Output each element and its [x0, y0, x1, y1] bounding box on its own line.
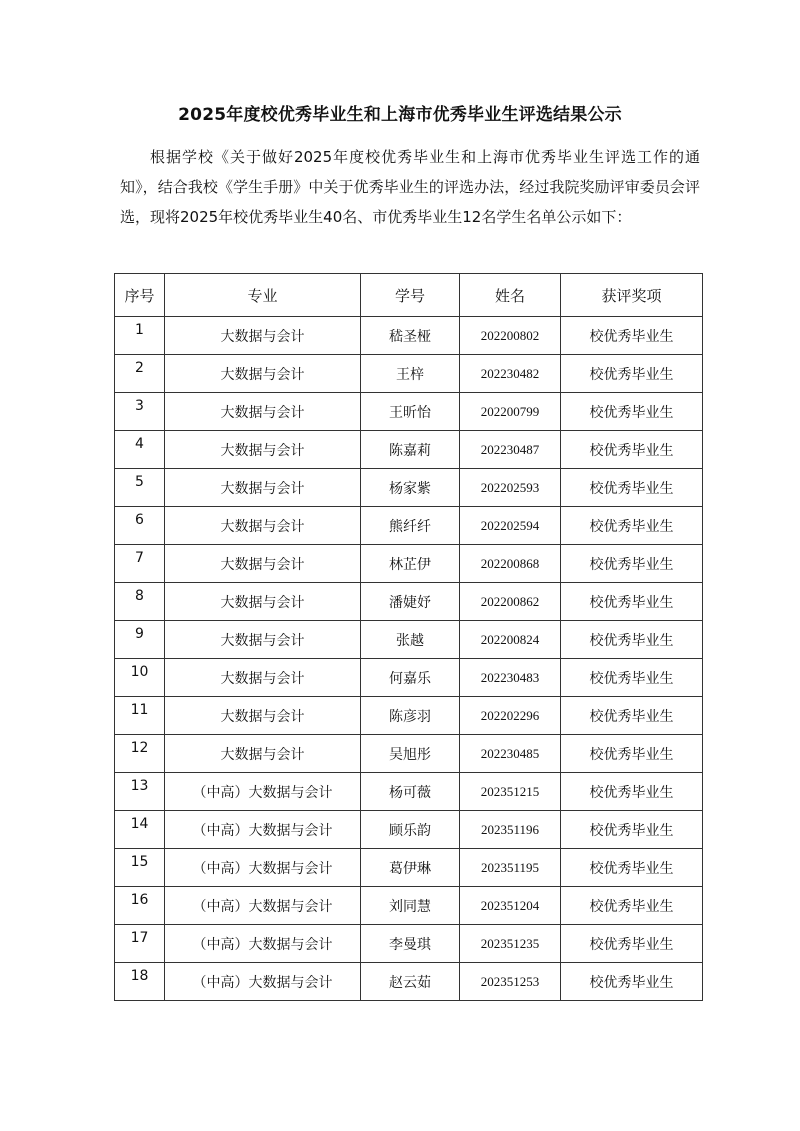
cell-major: （中高）大数据与会计 — [165, 925, 361, 963]
cell-name: 李曼琪 — [361, 925, 460, 963]
table-row — [115, 735, 703, 773]
table-row — [115, 811, 703, 849]
cell-seq: 14 — [115, 811, 165, 849]
header-seq: 序号 — [115, 274, 165, 317]
cell-seq: 5 — [115, 469, 165, 507]
cell-major: 大数据与会计 — [165, 431, 361, 469]
cell-seq: 2 — [115, 355, 165, 393]
cell-name: 潘婕妤 — [361, 583, 460, 621]
table-row — [115, 773, 703, 811]
cell-award: 校优秀毕业生 — [561, 507, 703, 545]
table-row — [115, 887, 703, 925]
table-row — [115, 507, 703, 545]
cell-name: 王昕怡 — [361, 393, 460, 431]
cell-award: 校优秀毕业生 — [561, 925, 703, 963]
table-row — [115, 355, 703, 393]
cell-student-id: 202200862 — [460, 583, 561, 621]
table-header-row — [115, 274, 703, 317]
cell-seq: 13 — [115, 773, 165, 811]
cell-student-id: 202351253 — [460, 963, 561, 1001]
cell-name: 林芷伊 — [361, 545, 460, 583]
cell-award: 校优秀毕业生 — [561, 887, 703, 925]
table-row — [115, 469, 703, 507]
page-title: 2025年度校优秀毕业生和上海市优秀毕业生评选结果公示 — [178, 105, 622, 125]
cell-seq: 10 — [115, 659, 165, 697]
table-row — [115, 545, 703, 583]
cell-student-id: 202351235 — [460, 925, 561, 963]
cell-name: 杨家紫 — [361, 469, 460, 507]
cell-award: 校优秀毕业生 — [561, 469, 703, 507]
cell-award: 校优秀毕业生 — [561, 697, 703, 735]
cell-major: 大数据与会计 — [165, 507, 361, 545]
cell-student-id: 202202593 — [460, 469, 561, 507]
cell-major: （中高）大数据与会计 — [165, 849, 361, 887]
table-row — [115, 697, 703, 735]
cell-major: 大数据与会计 — [165, 545, 361, 583]
cell-name: 杨可薇 — [361, 773, 460, 811]
table-row — [115, 583, 703, 621]
table-body — [115, 317, 703, 1001]
cell-major: 大数据与会计 — [165, 735, 361, 773]
cell-seq: 8 — [115, 583, 165, 621]
cell-major: （中高）大数据与会计 — [165, 811, 361, 849]
cell-major: （中高）大数据与会计 — [165, 773, 361, 811]
cell-award: 校优秀毕业生 — [561, 583, 703, 621]
header-award: 获评奖项 — [561, 274, 703, 317]
cell-major: 大数据与会计 — [165, 621, 361, 659]
cell-seq: 15 — [115, 849, 165, 887]
cell-award: 校优秀毕业生 — [561, 621, 703, 659]
cell-student-id: 202351204 — [460, 887, 561, 925]
cell-name: 刘同慧 — [361, 887, 460, 925]
cell-award: 校优秀毕业生 — [561, 735, 703, 773]
cell-seq: 6 — [115, 507, 165, 545]
cell-major: 大数据与会计 — [165, 317, 361, 355]
cell-award: 校优秀毕业生 — [561, 773, 703, 811]
cell-seq: 1 — [115, 317, 165, 355]
cell-seq: 18 — [115, 963, 165, 1001]
cell-seq: 12 — [115, 735, 165, 773]
table-row — [115, 963, 703, 1001]
cell-seq: 3 — [115, 393, 165, 431]
cell-award: 校优秀毕业生 — [561, 545, 703, 583]
cell-name: 张越 — [361, 621, 460, 659]
cell-seq: 9 — [115, 621, 165, 659]
cell-seq: 17 — [115, 925, 165, 963]
cell-award: 校优秀毕业生 — [561, 355, 703, 393]
table-row — [115, 925, 703, 963]
cell-student-id: 202200824 — [460, 621, 561, 659]
cell-name: 赵云茹 — [361, 963, 460, 1001]
table-row — [115, 393, 703, 431]
cell-award: 校优秀毕业生 — [561, 963, 703, 1001]
cell-name: 吴旭彤 — [361, 735, 460, 773]
cell-student-id: 202351195 — [460, 849, 561, 887]
table-row — [115, 659, 703, 697]
cell-name: 熊纤纤 — [361, 507, 460, 545]
cell-seq: 7 — [115, 545, 165, 583]
cell-name: 陈彦羽 — [361, 697, 460, 735]
graduates-table — [114, 273, 703, 1001]
cell-student-id: 202230485 — [460, 735, 561, 773]
cell-name: 何嘉乐 — [361, 659, 460, 697]
cell-student-id: 202230487 — [460, 431, 561, 469]
cell-award: 校优秀毕业生 — [561, 659, 703, 697]
header-student-id: 学号 — [361, 274, 460, 317]
cell-award: 校优秀毕业生 — [561, 317, 703, 355]
cell-name: 嵇圣桠 — [361, 317, 460, 355]
cell-seq: 4 — [115, 431, 165, 469]
cell-student-id: 202230483 — [460, 659, 561, 697]
cell-major: 大数据与会计 — [165, 393, 361, 431]
cell-seq: 16 — [115, 887, 165, 925]
cell-student-id: 202230482 — [460, 355, 561, 393]
cell-student-id: 202200799 — [460, 393, 561, 431]
cell-award: 校优秀毕业生 — [561, 811, 703, 849]
cell-name: 葛伊琳 — [361, 849, 460, 887]
table-row — [115, 317, 703, 355]
table-row — [115, 431, 703, 469]
cell-major: （中高）大数据与会计 — [165, 963, 361, 1001]
cell-student-id: 202202296 — [460, 697, 561, 735]
cell-seq: 11 — [115, 697, 165, 735]
cell-major: （中高）大数据与会计 — [165, 887, 361, 925]
cell-major: 大数据与会计 — [165, 355, 361, 393]
cell-student-id: 202200868 — [460, 545, 561, 583]
cell-student-id: 202200802 — [460, 317, 561, 355]
cell-student-id: 202351215 — [460, 773, 561, 811]
cell-student-id: 202202594 — [460, 507, 561, 545]
cell-award: 校优秀毕业生 — [561, 393, 703, 431]
cell-name: 陈嘉莉 — [361, 431, 460, 469]
table-row — [115, 849, 703, 887]
cell-name: 顾乐韵 — [361, 811, 460, 849]
header-name: 姓名 — [460, 274, 561, 317]
cell-major: 大数据与会计 — [165, 659, 361, 697]
intro-paragraph: 根据学校《关于做好2025年度校优秀毕业生和上海市优秀毕业生评选工作的通知》，结合我校《学生手册》中关于优秀毕业生的评选办法，经过我院奖励评审委员会评选，现将2025年校优秀毕业生40名、市优秀毕业生12名学生名单公示如下： — [120, 148, 700, 226]
cell-name: 王梓 — [361, 355, 460, 393]
cell-major: 大数据与会计 — [165, 583, 361, 621]
table-row — [115, 621, 703, 659]
cell-major: 大数据与会计 — [165, 469, 361, 507]
cell-award: 校优秀毕业生 — [561, 849, 703, 887]
header-major: 专业 — [165, 274, 361, 317]
cell-major: 大数据与会计 — [165, 697, 361, 735]
cell-award: 校优秀毕业生 — [561, 431, 703, 469]
cell-student-id: 202351196 — [460, 811, 561, 849]
